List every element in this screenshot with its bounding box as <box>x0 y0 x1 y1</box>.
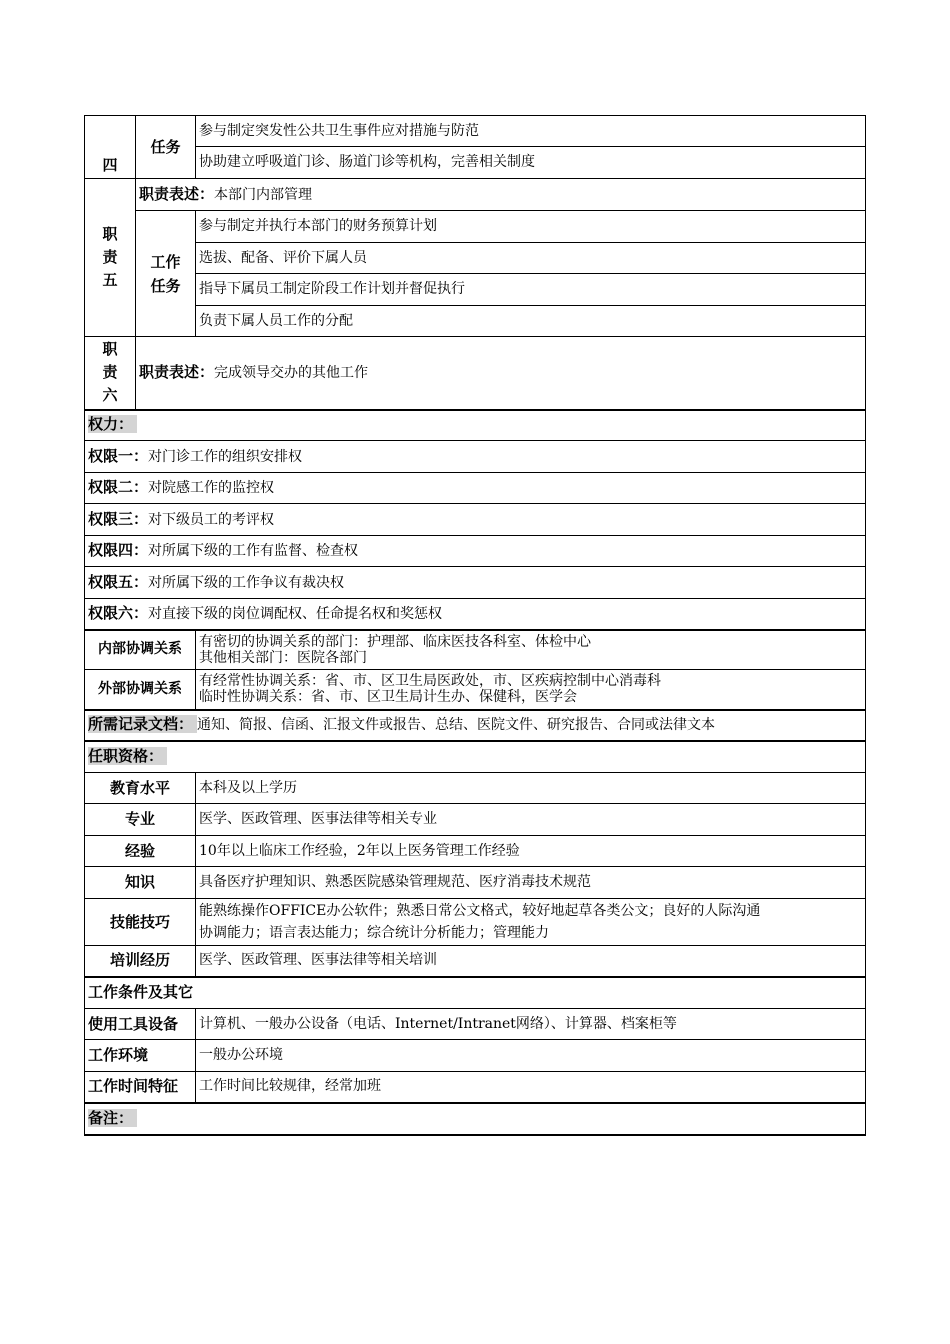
duty6-label <box>85 337 136 410</box>
duty6-row <box>85 337 866 410</box>
job-description-table <box>84 115 866 1136</box>
qualification-row <box>85 804 866 836</box>
duty5-desc-row <box>85 179 866 211</box>
authority-item <box>85 504 866 536</box>
duty5-task: 选拔、配备、评价下属人员 <box>196 243 866 274</box>
authority-row <box>85 599 866 630</box>
duty5-task-row-3 <box>85 274 866 306</box>
authority-text: 对门诊工作的组织安排权 <box>148 448 303 465</box>
qualification-value: 本科及以上学历 <box>196 773 866 804</box>
remarks-label: 备注： <box>88 1109 137 1127</box>
remarks-cell <box>85 1103 866 1135</box>
authority-row <box>85 567 866 599</box>
condition-label: 使用工具设备 <box>85 1009 196 1040</box>
duty5-task-label-line: 工作 <box>150 252 181 271</box>
duty5-label-char: 职 <box>102 225 118 243</box>
external-relations-label: 外部协调关系 <box>85 670 196 710</box>
records-text: 通知、简报、信函、汇报文件或报告、总结、医院文件、研究报告、合同或法律文本 <box>197 717 716 733</box>
authority-text: 对所属下级的工作有监督、检查权 <box>148 543 359 559</box>
duty6-desc-label: 职责表述： <box>139 362 215 381</box>
external-relations-line: 有经常性协调关系：省、市、区卫生局医政处，市、区疾病控制中心消毒科 <box>199 673 661 690</box>
duty5-task-row-2 <box>85 243 866 274</box>
authority-row <box>85 504 866 536</box>
authority-header <box>85 410 866 441</box>
job-description-document <box>84 115 865 1136</box>
duty5-label <box>85 179 136 337</box>
duty6-desc-text: 完成领导交办的其他工作 <box>214 364 369 381</box>
authority-item <box>85 536 866 567</box>
records-cell <box>85 710 866 741</box>
authority-title: 权力： <box>88 415 137 433</box>
duty6-label-char: 职 <box>102 340 118 359</box>
records-row <box>85 710 866 741</box>
authority-row <box>85 441 866 473</box>
condition-row <box>85 1072 866 1103</box>
qualification-label: 经验 <box>85 836 196 867</box>
duty5-desc-text: 本部门内部管理 <box>214 186 313 203</box>
condition-value: 一般办公环境 <box>196 1040 866 1072</box>
authority-item <box>85 441 866 473</box>
duty5-label-char: 五 <box>102 271 118 289</box>
authority-item <box>85 567 866 599</box>
internal-relations-line: 有密切的协调关系的部门：护理部、临床医技各科室、体检中心 <box>199 633 591 650</box>
qualification-value: 具备医疗护理知识、熟悉医院感染管理规范、医疗消毒技术规范 <box>196 867 866 899</box>
condition-label: 工作环境 <box>85 1040 196 1072</box>
duty5-task: 负责下属人员工作的分配 <box>196 306 866 337</box>
duty4-task-row-1 <box>85 116 866 147</box>
duty5-task-label <box>136 211 196 337</box>
training-label: 培训经历 <box>85 946 196 977</box>
training-row <box>85 946 866 977</box>
authority-text: 对所属下级的工作争议有裁决权 <box>148 574 345 591</box>
condition-value: 工作时间比较规律，经常加班 <box>196 1072 866 1103</box>
condition-value: 计算机、一般办公设备（电话、Internet/Intranet网络）、计算器、档案柜等 <box>196 1009 866 1040</box>
duty5-label-char: 责 <box>102 248 118 266</box>
duty6-label-char: 责 <box>102 363 118 382</box>
qualification-label: 教育水平 <box>85 773 196 804</box>
qualification-value: 医学、医政管理、医事法律等相关专业 <box>196 804 866 836</box>
skills-line: 能熟练操作OFFICE办公软件；熟悉日常公文格式，较好地起草各类公文；良好的人际沟通 <box>199 903 761 919</box>
authority-text: 对下级员工的考评权 <box>148 511 275 528</box>
qualification-row <box>85 867 866 899</box>
duty4-task: 参与制定突发性公共卫生事件应对措施与防范 <box>196 116 866 147</box>
qualifications-header <box>85 741 866 773</box>
duty5-description <box>136 179 866 211</box>
qualifications-title: 任职资格： <box>88 747 167 765</box>
authority-label: 权限六： <box>88 603 149 622</box>
qualification-value: 10年以上临床工作经验，2年以上医务管理工作经验 <box>196 836 866 867</box>
records-label: 所需记录文档： <box>88 715 197 733</box>
authority-label: 权限二： <box>88 478 149 496</box>
authority-header-row <box>85 410 866 441</box>
authority-text: 对院感工作的监控权 <box>148 480 275 496</box>
internal-relations-line: 其他相关部门：医院各部门 <box>199 649 367 666</box>
authority-item <box>85 599 866 630</box>
duty5-task: 参与制定并执行本部门的财务预算计划 <box>196 211 866 243</box>
duty5-task-row-1 <box>85 211 866 243</box>
qualification-label: 专业 <box>85 804 196 836</box>
authority-text: 对直接下级的岗位调配权、任命提名权和奖惩权 <box>148 605 443 622</box>
authority-row <box>85 473 866 504</box>
duty4-task-label: 任务 <box>136 116 196 179</box>
condition-label: 工作时间特征 <box>85 1072 196 1103</box>
internal-relations-row <box>85 630 866 670</box>
training-text: 医学、医政管理、医事法律等相关培训 <box>196 946 866 977</box>
condition-row <box>85 1009 866 1040</box>
authority-label: 权限一： <box>88 446 149 465</box>
internal-relations-text <box>196 630 866 670</box>
external-relations-line: 临时性协调关系：省、市、区卫生局计生办、保健科，医学会 <box>199 689 577 706</box>
duty5-desc-label: 职责表述： <box>139 184 215 203</box>
duty6-label-char: 六 <box>102 386 118 405</box>
authority-item <box>85 473 866 504</box>
qualification-row <box>85 773 866 804</box>
authority-label: 权限三： <box>88 509 149 528</box>
duty6-description <box>136 337 866 410</box>
skills-label: 技能技巧 <box>85 899 196 946</box>
authority-label: 权限四： <box>88 541 149 559</box>
internal-relations-label: 内部协调关系 <box>85 630 196 670</box>
external-relations-text <box>196 670 866 710</box>
remarks-row <box>85 1103 866 1135</box>
duty5-task-row-4 <box>85 306 866 337</box>
skills-text <box>196 899 866 946</box>
skills-line: 协调能力；语言表达能力；综合统计分析能力；管理能力 <box>199 925 549 941</box>
qualification-label: 知识 <box>85 867 196 899</box>
duty5-task: 指导下属员工制定阶段工作计划并督促执行 <box>196 274 866 306</box>
duty4-task: 协助建立呼吸道门诊、肠道门诊等机构，完善相关制度 <box>196 147 866 179</box>
external-relations-row <box>85 670 866 710</box>
conditions-header-row <box>85 977 866 1009</box>
qualification-row <box>85 836 866 867</box>
authority-row <box>85 536 866 567</box>
skills-row <box>85 899 866 946</box>
duty4-number: 四 <box>85 116 136 179</box>
duty4-task-row-2 <box>85 147 866 179</box>
conditions-title: 工作条件及其它 <box>85 977 866 1009</box>
authority-label: 权限五： <box>88 572 149 591</box>
duty5-task-label-line: 任务 <box>150 276 181 295</box>
condition-row <box>85 1040 866 1072</box>
qualifications-header-row <box>85 741 866 773</box>
